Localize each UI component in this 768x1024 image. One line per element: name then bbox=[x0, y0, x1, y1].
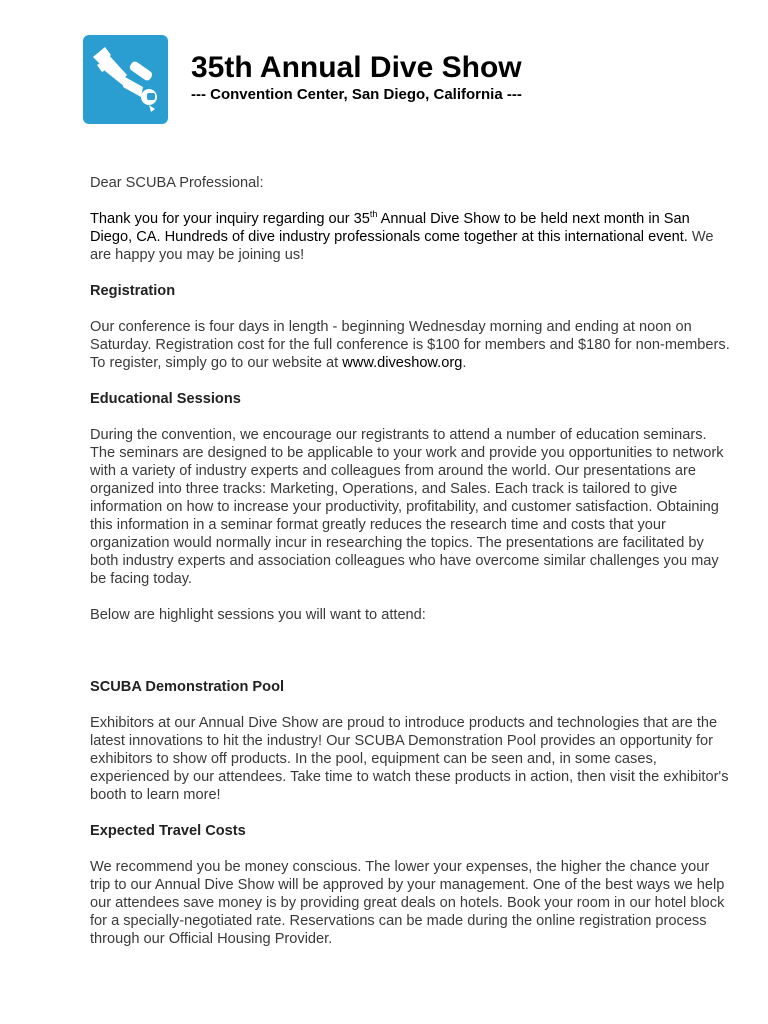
pool-paragraph: Exhibitors at our Annual Dive Show are proud to introduce products and technologies that are the latest innovations to hit the industry! Our SCUBA Demonstration Pool provides an opportunity for exhibitors to show off products. In the pool, equipment can be seen and, in some cases, experienced by our attendees. Take time to watch these products in action, then visit the exhibitor's booth to learn more! bbox=[90, 715, 729, 803]
highlight-intro: Below are highlight sessions you will want to attend: bbox=[90, 607, 426, 623]
website-link[interactable]: www.diveshow.org bbox=[342, 355, 463, 371]
registration-text: Our conference is four days in length - beginning Wednesday morning and ending at noon on Saturday. Registration cost for the full conference is $100 for members and $180 for non-members. To register, simply go to our website at bbox=[90, 319, 730, 371]
scuba-diver-icon bbox=[83, 35, 168, 124]
intro-text-cont: Annual Dive Show to be held next month in San Diego, CA. Hundreds of dive industry professionals come together at this international event. bbox=[90, 211, 692, 245]
registration-paragraph bbox=[90, 318, 730, 372]
intro-closing: We are happy you may be joining us! bbox=[90, 229, 714, 263]
registration-end: . bbox=[462, 355, 467, 371]
travel-paragraph: We recommend you be money conscious. The lower your expenses, the higher the chance your trip to our Annual Dive Show will be approved by your management. One of the best ways we help our attendees save money is by providing great deals on hotels. Book your room in our hotel block for a specially-negotiated rate. Reservations can be made during the online registration process through our Official Housing Provider. bbox=[90, 859, 725, 947]
greeting: Dear SCUBA Professional: bbox=[90, 175, 264, 191]
page-subtitle: --- Convention Center, San Diego, California --- bbox=[191, 86, 522, 103]
intro-paragraph bbox=[90, 210, 730, 264]
pool-heading: SCUBA Demonstration Pool bbox=[90, 679, 285, 695]
educational-paragraph: During the convention, we encourage our registrants to attend a number of education seminars. The seminars are designed to be applicable to your work and provide you opportunities to network with a variety of industry experts and colleagues from around the world. Our presentations are organized into three tracks: Marketing, Operations, and Sales. Each track is tailored to give information on how to increase your productivity, profitability, and customer satisfaction. Obtaining this information in a seminar format greatly reduces the research time and costs that your organization would normally incur in researching the topics. The presentations are facilitated by both industry experts and association colleagues who have overcome similar challenges you may be facing today. bbox=[90, 427, 724, 587]
registration-heading: Registration bbox=[90, 283, 176, 299]
letter-body bbox=[90, 174, 730, 966]
ordinal-suffix: th bbox=[369, 209, 378, 220]
spacer bbox=[90, 642, 730, 678]
intro-text: Thank you for your inquiry regarding our 35 bbox=[90, 211, 370, 227]
travel-heading: Expected Travel Costs bbox=[90, 823, 246, 839]
educational-heading: Educational Sessions bbox=[90, 391, 241, 407]
page-title: 35th Annual Dive Show bbox=[191, 51, 522, 84]
